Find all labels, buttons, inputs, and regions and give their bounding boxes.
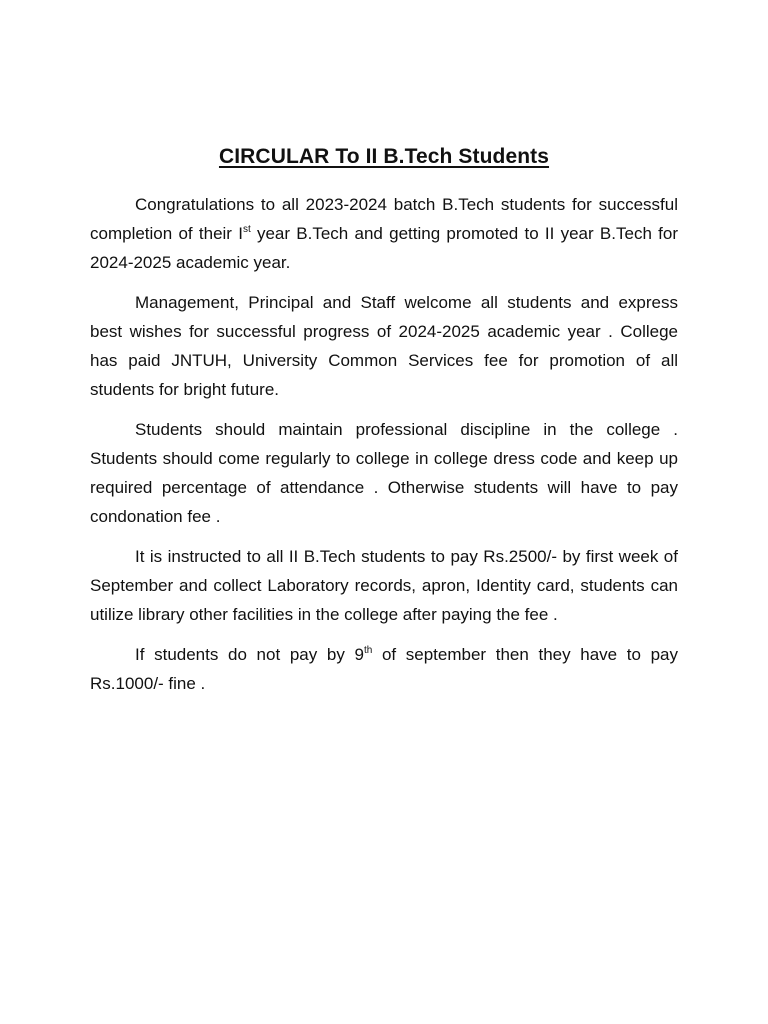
paragraph-welcome: Management, Principal and Staff welcome all students and express best wishes for successful progress of 2024-2025 academic year . College has paid JNTUH, University Common Services fee for promotion of all students for bright future.	[90, 293, 678, 399]
paragraph-congratulations	[90, 190, 678, 277]
paragraph-congratulations-text-start: Congratulations to all 2023-2024 batch B.Tech students for successful completion of their I	[90, 195, 678, 243]
ordinal-superscript-th: th	[363, 645, 373, 656]
paragraph-discipline: Students should maintain professional discipline in the college . Students should come regularly to college in college dress code and keep up required percentage of attendance . Otherwise students will have to pay condonation fee .	[90, 420, 678, 526]
paragraph-fee-instruction: It is instructed to all II B.Tech students to pay Rs.2500/- by first week of September and collect Laboratory records, apron, Identity card, students can utilize library other facilities in the college after paying the fee .	[90, 547, 678, 624]
paragraph-fine	[90, 640, 678, 698]
circular-title: CIRCULAR To II B.Tech Students	[218, 145, 550, 168]
paragraph-fine-text-end: of september then they have to pay Rs.1000/- fine .	[90, 645, 678, 693]
circular-body	[90, 190, 678, 709]
paragraph-fine-text-start: If students do not pay by 9	[135, 645, 364, 664]
ordinal-superscript-st: st	[242, 224, 251, 235]
paragraph-congratulations-text-end: year B.Tech and getting promoted to II year B.Tech for 2024-2025 academic year.	[90, 224, 678, 272]
